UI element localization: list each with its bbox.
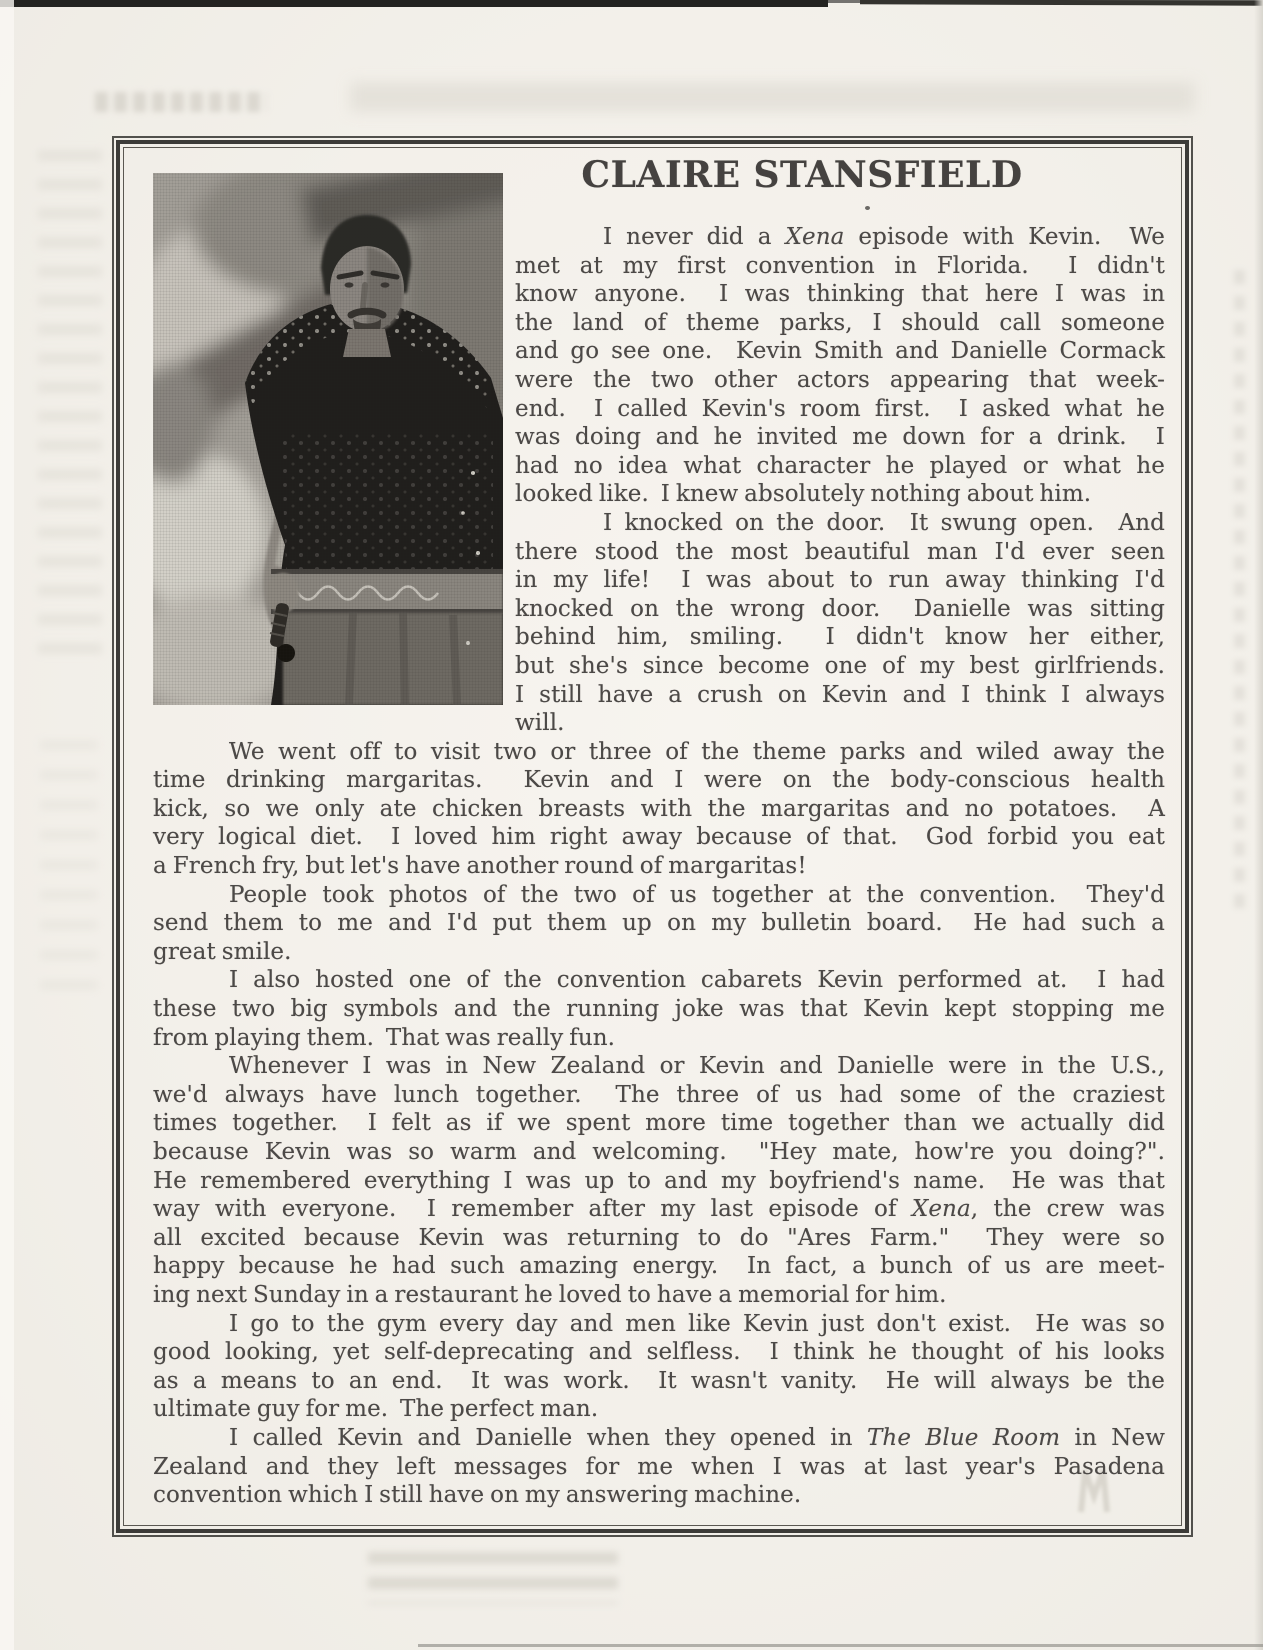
text: good looking, yet self-deprecating and selfless. I think he thought of his looks	[153, 1339, 1165, 1366]
text-line	[153, 909, 1165, 938]
text: ultimate guy for me. The perfect man.	[153, 1396, 599, 1423]
text: time drinking margaritas. Kevin and I were on the body-conscious health	[153, 767, 1165, 794]
text: way with everyone. I remember after my last episode of	[153, 1196, 912, 1223]
text: I never did a	[603, 224, 786, 250]
text: looked like. I knew absolutely nothing about him.	[515, 481, 1092, 508]
scan-edge-artifact	[1254, 0, 1263, 1650]
italic-text: The Blue Room	[866, 1424, 1061, 1451]
text-line	[153, 1138, 1165, 1167]
text-line	[515, 452, 1165, 481]
text-line	[153, 995, 1165, 1024]
text: We went off to visit two or three of the theme parks and wiled away the	[229, 738, 1165, 765]
text: end. I called Kevin's room first. I asked what he	[515, 395, 1165, 422]
text: because Kevin was so warm and welcoming. "Hey mate, how're you doing?".	[153, 1139, 1165, 1165]
scan-edge-artifact	[0, 0, 828, 7]
text: convention which I still have on my answering machine.	[153, 1482, 802, 1509]
text-line	[153, 1481, 1165, 1510]
text-line	[153, 1453, 1165, 1482]
text: happy because he had such amazing energy. In fact, a bunch of us are meet-	[153, 1253, 1165, 1280]
text-line	[515, 566, 1165, 595]
text-line	[515, 538, 1165, 567]
page-frame-inner-rule	[123, 147, 1182, 1526]
text-line	[153, 1167, 1165, 1196]
text-line	[153, 738, 1165, 767]
bleedthrough-headline	[95, 92, 267, 112]
text: these two big symbols and the running joke was that Kevin kept stopping me	[153, 996, 1165, 1023]
text: in New	[1060, 1424, 1165, 1451]
text: and go see one. Kevin Smith and Danielle Cormack	[515, 338, 1165, 365]
text: was doing and he invited me down for a drink. I	[515, 424, 1165, 451]
text: but she's since become one of my best girlfriends.	[515, 652, 1165, 679]
paragraph	[153, 738, 1165, 881]
text: had no idea what character he played or what he	[515, 452, 1165, 479]
text: very logical diet. I loved him right away because of that. God forbid you eat	[153, 824, 1165, 851]
text-line	[153, 1024, 1165, 1053]
text: I knocked on the door. It swung open. And	[603, 509, 1165, 536]
text-line	[515, 595, 1165, 624]
text: the land of theme parks, I should call someone	[515, 309, 1165, 336]
paragraph	[153, 881, 1165, 967]
text-line	[515, 395, 1165, 424]
text-line	[153, 1310, 1165, 1339]
text: from playing them. That was really fun.	[153, 1024, 616, 1051]
paragraph	[153, 1424, 1165, 1510]
text: knocked on the wrong door. Danielle was sitting	[515, 595, 1165, 622]
text-line	[153, 1224, 1165, 1253]
text: , the crew was	[970, 1196, 1165, 1223]
text-line	[153, 852, 1165, 881]
text: He remembered everything I was up to and my boyfriend's name. He was that	[153, 1167, 1165, 1194]
text: I still have a crush on Kevin and I think I always	[515, 681, 1165, 708]
text: we'd always have lunch together. The three of us had some of the craziest	[153, 1081, 1165, 1108]
bleedthrough-text-column	[40, 740, 98, 1000]
paragraph	[153, 1310, 1165, 1424]
text: a French fry, but let's have another round of margaritas!	[153, 853, 807, 880]
text: Zealand and they left messages for me when I was at last year's Pasadena	[153, 1453, 1165, 1480]
text-line	[515, 423, 1165, 452]
text: times together. I felt as if we spent more time together than we actually did	[153, 1110, 1165, 1137]
text: I also hosted one of the convention cabarets Kevin performed at. I had	[229, 967, 1165, 994]
text-line	[153, 1052, 1165, 1081]
text-line	[153, 1109, 1165, 1138]
bleedthrough-band	[350, 82, 1195, 112]
text-line	[515, 509, 1165, 538]
text-line	[153, 966, 1165, 995]
page-frame	[112, 136, 1193, 1537]
text: there stood the most beautiful man I'd ever seen	[515, 538, 1165, 565]
article-title: CLAIRE STANSFIELD	[581, 154, 1023, 196]
scan-edge-artifact	[418, 1644, 1263, 1647]
text: all excited because Kevin was returning to do "Ares Farm." They were so	[153, 1224, 1165, 1251]
text-line	[515, 652, 1165, 681]
text: Whenever I was in New Zealand or Kevin and Danielle were in the U.S.,	[229, 1053, 1165, 1080]
text-line	[153, 766, 1165, 795]
text: will.	[515, 710, 565, 737]
text-line	[153, 823, 1165, 852]
text: ing next Sunday in a restaurant he loved to have a memorial for him.	[153, 1281, 947, 1308]
text-line	[515, 480, 1165, 509]
text-line	[515, 366, 1165, 395]
text: behind him, smiling. I didn't know her either,	[515, 624, 1165, 651]
text-line	[515, 681, 1165, 710]
scan-edge-artifact	[0, 0, 14, 1650]
text-line	[515, 337, 1165, 366]
text-line	[515, 252, 1165, 281]
text-line	[515, 623, 1165, 652]
text: as a means to an end. It was work. It wasn't vanity. He will always be the	[153, 1367, 1165, 1394]
scan-edge-artifact	[860, 0, 1263, 6]
column-full-width	[153, 738, 1165, 1510]
bleedthrough-streak	[1234, 270, 1245, 910]
text: People took photos of the two of us together at the convention. They'd	[229, 881, 1165, 908]
text-line	[153, 881, 1165, 910]
text-line	[515, 309, 1165, 338]
text: in my life! I was about to run away thinking I'd	[515, 567, 1165, 594]
text-line	[153, 1395, 1165, 1424]
text-line	[153, 795, 1165, 824]
text-line	[153, 1281, 1165, 1310]
paragraph	[153, 966, 1165, 1052]
text: met at my first convention in Florida. I didn't	[515, 252, 1165, 279]
text-line	[515, 223, 1165, 252]
text-line	[153, 1367, 1165, 1396]
text-line	[153, 1424, 1165, 1453]
text-line	[515, 280, 1165, 309]
text: kick, so we only ate chicken breasts with the margaritas and no potatoes. A	[153, 795, 1165, 822]
text: great smile.	[153, 938, 292, 965]
bleedthrough-text	[368, 1552, 618, 1604]
text: I called Kevin and Danielle when they opened in	[229, 1424, 867, 1451]
text: were the two other actors appearing that week-	[515, 366, 1165, 393]
text-line	[153, 938, 1165, 967]
text-line	[153, 1195, 1165, 1224]
text: I go to the gym every day and men like Kevin just don't exist. He was so	[229, 1310, 1165, 1337]
paragraph	[153, 1052, 1165, 1309]
paragraph	[515, 223, 1165, 509]
text: send them to me and I'd put them up on my bulletin board. He had such a	[153, 910, 1165, 937]
italic-text: Xena	[911, 1196, 971, 1223]
page-frame-mid-rule	[116, 140, 1189, 1533]
italic-text: Xena	[785, 224, 845, 250]
text: know anyone. I was thinking that here I was in	[515, 281, 1165, 308]
text-line	[153, 1081, 1165, 1110]
bleedthrough-text-column	[38, 150, 102, 670]
text-line	[515, 709, 1165, 738]
article	[124, 148, 1181, 1525]
text-line	[153, 1252, 1165, 1281]
text-line	[153, 1338, 1165, 1367]
column-beside-photo	[515, 223, 1165, 738]
paragraph	[515, 509, 1165, 738]
text: episode with Kevin. We	[844, 224, 1165, 250]
